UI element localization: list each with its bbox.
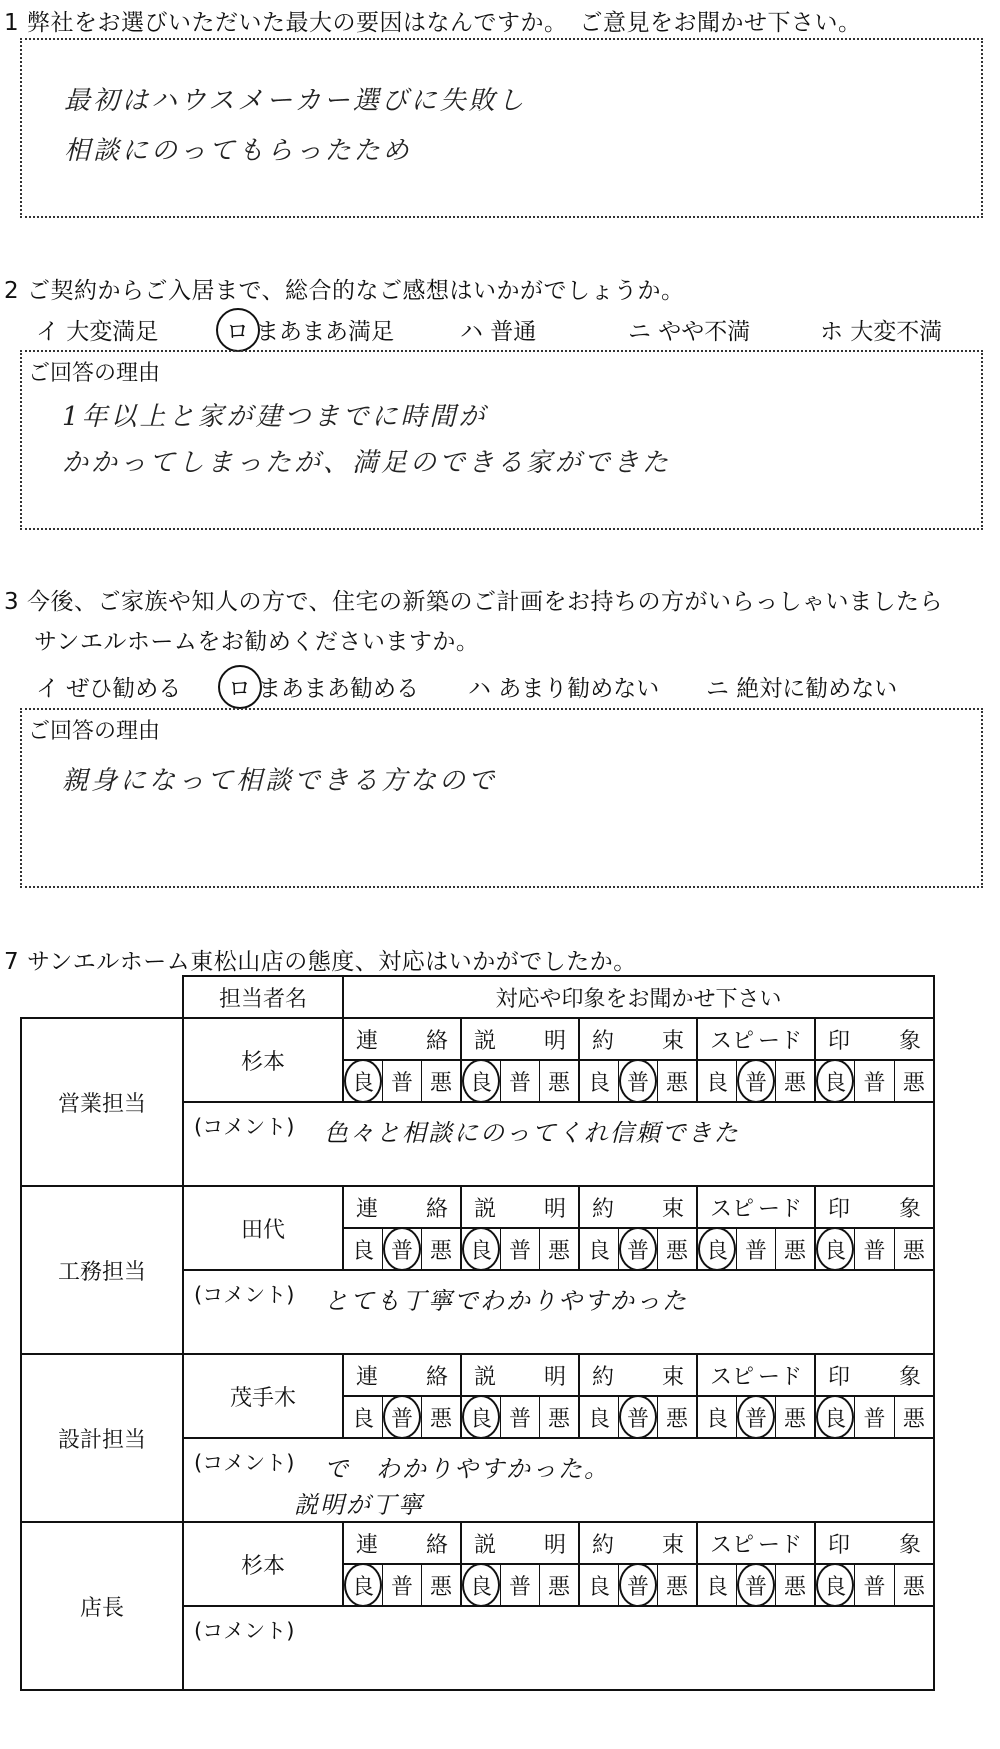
grade-option[interactable]: 普 [736,1229,775,1269]
category-char: 絡 [425,1028,448,1054]
grade-option[interactable]: 普 [854,1565,893,1605]
q1-question: 1 弊社をお選びいただいた最大の要因はなんですか。 ご意見をお聞かせ下さい。 [4,10,862,36]
grade-option[interactable]: 悪 [775,1397,814,1437]
category-header [461,1522,579,1564]
comment-label: (コメント) [194,1619,295,1643]
q2-selected-circle [216,308,260,352]
grade-option[interactable]: 普 [382,1061,421,1101]
category-char: 説 [474,1364,497,1390]
grade-option[interactable]: 悪 [894,1229,933,1269]
role-label: 営業担当 [57,1091,146,1117]
grade-option[interactable]: 悪 [657,1061,696,1101]
comment-cell [183,1102,934,1186]
q3-choice-ro: ロ [228,676,251,702]
q3-choice-ni: ニ 絶対に勧めない [706,676,898,702]
category-char: 印 [828,1196,851,1222]
grade-option[interactable]: 普 [854,1397,893,1437]
comment-cell [183,1270,934,1354]
grade-option[interactable]: 普 [854,1061,893,1101]
category-char: 明 [543,1028,566,1054]
grade-option[interactable]: 普 [736,1061,775,1101]
grade-option[interactable]: 良 [587,1070,610,1096]
grade-option[interactable]: 良 [587,1574,610,1600]
category-header [579,1018,697,1060]
grade-option[interactable]: 普 [382,1229,421,1269]
grade-cell [815,1228,934,1270]
comment-text-2: 説明が丁寧 [294,1491,424,1519]
category-char: 絡 [425,1364,448,1390]
grade-cell [579,1564,697,1606]
grade-option[interactable]: 普 [382,1397,421,1437]
grade-cell [343,1228,461,1270]
grade-cell [461,1396,579,1438]
category-header [815,1522,934,1564]
grade-option[interactable]: 悪 [539,1229,578,1269]
grade-option[interactable]: 普 [736,1397,775,1437]
q3-choice-ha: ハ あまり勧めない [468,676,660,702]
category-char: 象 [899,1532,922,1558]
role-label: 店長 [79,1595,124,1621]
grade-option[interactable]: 普 [500,1061,539,1101]
grade-cell [579,1228,697,1270]
comment-text: とても丁寧でわかりやすかった [324,1287,688,1315]
category-header [461,1354,579,1396]
grade-option[interactable]: 普 [382,1565,421,1605]
grade-option[interactable]: 悪 [657,1229,696,1269]
category-char: 印 [828,1028,851,1054]
comment-text: で わかりやすかった。 [324,1455,610,1483]
grade-option[interactable]: 悪 [539,1565,578,1605]
category-char: 絡 [425,1532,448,1558]
category-header [815,1018,934,1060]
comment-label: (コメント) [194,1283,295,1307]
role-label: 設計担当 [57,1427,146,1453]
grade-option[interactable]: 悪 [894,1061,933,1101]
grade-option[interactable]: 良 [587,1406,610,1432]
grade-option[interactable]: 普 [618,1229,657,1269]
role-cell [21,1522,183,1690]
grade-option[interactable]: 普 [618,1565,657,1605]
category-char: 束 [661,1364,684,1390]
category-header [697,1186,815,1228]
grade-option[interactable]: 良 [816,1397,854,1437]
q2-choice-ha: ハ 普通 [460,319,537,345]
category-header [579,1522,697,1564]
grade-option[interactable]: 普 [500,1397,539,1437]
grade-option[interactable]: 悪 [657,1397,696,1437]
q1-answer-box [20,38,983,218]
category-char: 束 [661,1196,684,1222]
category-char: 説 [474,1028,497,1054]
grade-option[interactable]: 普 [618,1397,657,1437]
category-header [579,1354,697,1396]
grade-option[interactable]: 悪 [421,1061,460,1101]
q2-choice-ro: ロ [226,319,249,345]
category-header [461,1018,579,1060]
grade-option[interactable]: 良 [462,1565,500,1605]
category-char: ード [757,1196,802,1222]
category-char: ード [757,1532,802,1558]
person-name: 杉本 [183,1018,343,1102]
grade-option[interactable]: 普 [618,1061,657,1101]
grade-cell [579,1396,697,1438]
q2-reason-label: ご回答の理由 [28,361,161,386]
grade-option[interactable]: 悪 [775,1565,814,1605]
grade-cell [343,1564,461,1606]
grade-cell [697,1228,815,1270]
category-char: スピ [710,1196,755,1222]
role-cell [21,1018,183,1186]
category-char: 説 [474,1532,497,1558]
category-char: 明 [543,1364,566,1390]
category-header [461,1186,579,1228]
grade-cell [343,1060,461,1102]
grade-option[interactable]: 良 [462,1061,500,1101]
category-char: スピ [710,1532,755,1558]
category-header [343,1354,461,1396]
grade-cell [815,1060,934,1102]
category-char: 束 [661,1532,684,1558]
category-char: 連 [356,1196,379,1222]
q1-answer-line-2: 相談にのってもらったため [64,136,412,166]
category-char: 約 [592,1196,615,1222]
grade-option[interactable]: 良 [705,1070,728,1096]
person-name: 田代 [183,1186,343,1270]
category-char: 連 [356,1364,379,1390]
grade-cell [697,1564,815,1606]
category-char: 印 [828,1532,851,1558]
category-header [815,1354,934,1396]
grade-cell [461,1228,579,1270]
grade-option[interactable]: 悪 [421,1397,460,1437]
q2-choice-ro-text: まあまあ満足 [256,319,394,345]
grade-cell [697,1060,815,1102]
role-label: 工務担当 [57,1259,146,1285]
category-char: スピ [710,1364,755,1390]
person-name: 杉本 [183,1522,343,1606]
category-char: 束 [661,1028,684,1054]
comment-cell [183,1606,934,1690]
grade-cell [815,1564,934,1606]
grade-option[interactable]: 良 [698,1229,736,1269]
grade-option[interactable]: 悪 [539,1061,578,1101]
category-header [579,1186,697,1228]
category-char: 象 [899,1196,922,1222]
q2-answer-line-1: 1年以上と家が建つまでに時間が [62,402,488,432]
person-name: 茂手木 [183,1354,343,1438]
grade-option[interactable]: 良 [351,1406,374,1432]
grade-option[interactable]: 普 [500,1229,539,1269]
q3-reason-label: ご回答の理由 [28,719,161,744]
category-char: 連 [356,1028,379,1054]
category-char: 絡 [425,1196,448,1222]
q2-question: 2 ご契約からご入居まで、総合的なご感想はいかがでしょうか。 [4,278,685,304]
q1-answer-line-1: 最初はハウスメーカー選びに失敗し [64,86,527,116]
q2-answer-line-2: かかってしまったが、満足のできる家ができた [62,448,672,478]
q2-choice-i: イ 大変満足 [36,319,159,345]
category-char: 象 [899,1028,922,1054]
grade-option[interactable]: 悪 [657,1565,696,1605]
grade-cell [815,1396,934,1438]
grade-option[interactable]: 良 [705,1406,728,1432]
grade-option[interactable]: 良 [344,1565,382,1605]
grade-option[interactable]: 悪 [775,1061,814,1101]
grade-cell [343,1396,461,1438]
grade-option[interactable]: 良 [587,1238,610,1264]
q3-choices [30,670,982,700]
q2-choices [30,313,982,343]
grade-option[interactable]: 悪 [539,1397,578,1437]
grade-option[interactable]: 悪 [775,1229,814,1269]
grade-option[interactable]: 良 [816,1061,854,1101]
q2-choice-ni: ニ やや不満 [628,319,751,345]
role-cell [21,1354,183,1522]
comment-cell [183,1438,934,1522]
q2-reason-box [20,350,983,530]
grade-option[interactable]: 良 [344,1061,382,1101]
grade-option[interactable]: 悪 [894,1565,933,1605]
category-char: 連 [356,1532,379,1558]
category-header [697,1354,815,1396]
header-person: 担当者名 [183,976,343,1018]
category-char: 約 [592,1028,615,1054]
q2-choice-ho: ホ 大変不満 [820,319,943,345]
role-cell [21,1186,183,1354]
category-char: 明 [543,1532,566,1558]
grade-cell [697,1396,815,1438]
grade-cell [461,1060,579,1102]
q3-selected-circle [218,665,262,709]
category-char: 象 [899,1364,922,1390]
category-header [343,1186,461,1228]
grade-option[interactable]: 良 [351,1238,374,1264]
category-char: ード [757,1364,802,1390]
category-header [697,1018,815,1060]
category-header [697,1522,815,1564]
grade-option[interactable]: 良 [705,1574,728,1600]
category-header [815,1186,934,1228]
q3-choice-i: イ ぜひ勧める [36,676,182,702]
category-char: 約 [592,1364,615,1390]
grade-option[interactable]: 悪 [894,1397,933,1437]
evaluation-table [20,975,935,1691]
grade-option[interactable]: 良 [816,1565,854,1605]
comment-label: (コメント) [194,1451,295,1475]
grade-option[interactable]: 普 [500,1565,539,1605]
grade-option[interactable]: 良 [816,1229,854,1269]
category-char: 約 [592,1532,615,1558]
q3-question-line-2: サンエルホームをお勧めくださいますか。 [34,629,480,655]
category-char: ード [757,1028,802,1054]
q3-question-line-1: 3 今後、ご家族や知人の方で、住宅の新築のご計画をお持ちの方がいらっしゃいましたら [4,589,943,615]
comment-label: (コメント) [194,1115,295,1139]
category-char: スピ [710,1028,755,1054]
grade-option[interactable]: 良 [462,1229,500,1269]
grade-option[interactable]: 良 [462,1397,500,1437]
q7-question: 7 サンエルホーム東松山店の態度、対応はいかがでしたか。 [4,949,637,975]
category-header [343,1522,461,1564]
q3-answer-line-1: 親身になって相談できる方なので [62,766,498,796]
grade-cell [461,1564,579,1606]
grade-option[interactable]: 普 [736,1565,775,1605]
category-char: 説 [474,1196,497,1222]
grade-option[interactable]: 普 [854,1229,893,1269]
q3-reason-box [20,708,983,888]
header-eval: 対応や印象をお聞かせ下さい [343,976,934,1018]
q3-choice-ro-text: まあまあ勧める [258,676,419,702]
comment-text: 色々と相談にのってくれ信頼できた [324,1119,740,1147]
category-char: 印 [828,1364,851,1390]
grade-option[interactable]: 悪 [421,1565,460,1605]
grade-option[interactable]: 悪 [421,1229,460,1269]
grade-cell [579,1060,697,1102]
category-header [343,1018,461,1060]
category-char: 明 [543,1196,566,1222]
